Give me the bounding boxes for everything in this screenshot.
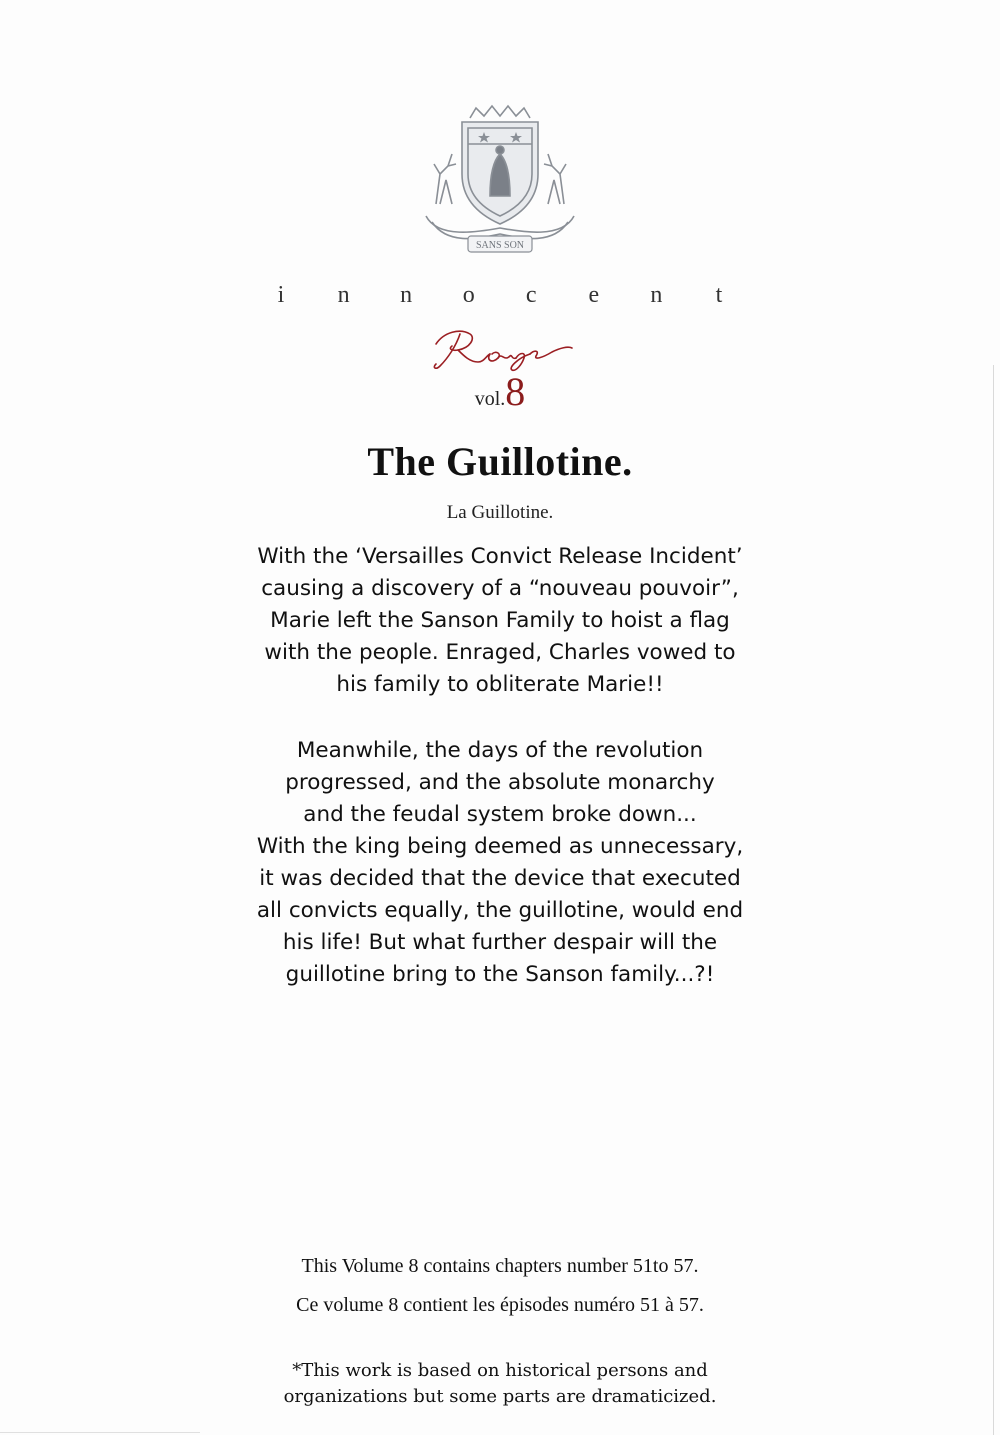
chapter-subtitle: La Guillotine. bbox=[446, 502, 554, 523]
synopsis-line: his life! But what further despair will the bbox=[282, 930, 718, 955]
chapter-title: The Guillotine. bbox=[367, 439, 633, 484]
disclaimer-line: *This work is based on historical persons and bbox=[292, 1360, 708, 1381]
synopsis-line: progressed, and the absolute monarchy bbox=[285, 770, 715, 795]
page-edge-line bbox=[0, 1432, 200, 1433]
disclaimer bbox=[0, 1358, 1000, 1410]
series-title-letter: i bbox=[277, 282, 285, 308]
series-title bbox=[270, 282, 730, 309]
volume-label bbox=[0, 368, 1000, 415]
synopsis-line: With the king being deemed as unnecessary, bbox=[256, 834, 744, 859]
contents-note-english: This Volume 8 contains chapters number 51to 57. bbox=[301, 1255, 699, 1277]
synopsis-line: and the feudal system broke down... bbox=[303, 802, 697, 827]
disclaimer-line: organizations but some parts are dramaticized. bbox=[283, 1386, 717, 1407]
synopsis-line: Marie left the Sanson Family to hoist a flag bbox=[270, 608, 730, 633]
series-title-letter: n bbox=[650, 282, 663, 308]
series-title-letter: e bbox=[588, 282, 600, 308]
contents-note-french: Ce volume 8 contient les épisodes numéro 51 à 57. bbox=[296, 1294, 704, 1316]
synopsis-line: With the ‘Versailles Convict Release Incident’ bbox=[257, 544, 743, 569]
series-title-letter: t bbox=[715, 282, 723, 308]
synopsis-line: it was decided that the device that executed bbox=[259, 866, 741, 891]
series-title-letter: c bbox=[525, 282, 537, 308]
synopsis-line: his family to obliterate Marie!! bbox=[336, 672, 664, 697]
series-title-letter: o bbox=[462, 282, 475, 308]
series-title-letter: n bbox=[337, 282, 350, 308]
volume-prefix: vol. bbox=[474, 388, 506, 410]
family-crest-icon bbox=[418, 104, 582, 262]
synopsis-paragraph bbox=[200, 541, 800, 701]
synopsis-line: guillotine bring to the Sanson family...?! bbox=[285, 962, 715, 987]
synopsis-line: with the people. Enraged, Charles vowed to bbox=[264, 640, 736, 665]
crest-motto: SANS SON bbox=[475, 240, 525, 251]
synopsis-line: causing a discovery of a “nouveau pouvoir”, bbox=[261, 576, 739, 601]
synopsis-paragraph bbox=[200, 735, 800, 991]
synopsis-line: all convicts equally, the guillotine, would end bbox=[256, 898, 744, 923]
series-title-letter: n bbox=[400, 282, 413, 308]
volume-number: 8 bbox=[505, 369, 526, 414]
synopsis-line: Meanwhile, the days of the revolution bbox=[296, 738, 704, 763]
